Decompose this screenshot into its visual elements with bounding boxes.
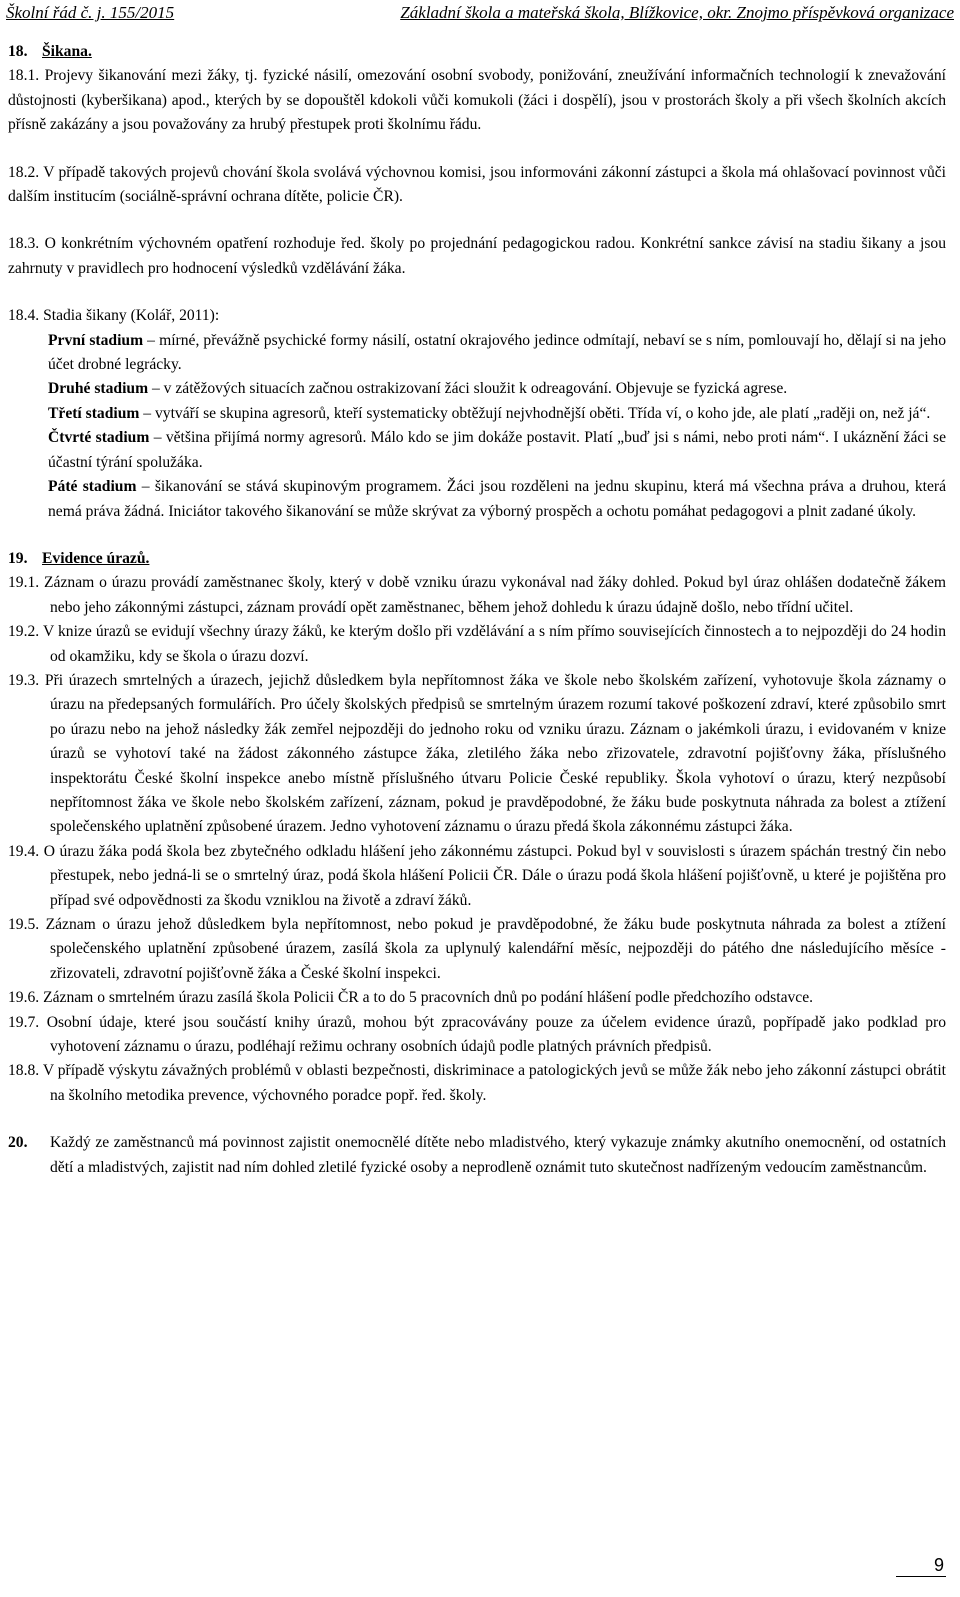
stage-name: Čtvrté stadium [48,429,150,447]
page-number-rule [896,1576,946,1577]
paragraph-19-6: 19.6. Záznam o smrtelném úrazu zasílá škola Policii ČR a to do 5 pracovních dnů po podání hlášení podle předchozího odstavce. [8,989,814,1007]
stage-name: Páté stadium [48,478,137,496]
section-18-heading [8,40,946,64]
paragraph-19-5: 19.5. Záznam o úrazu jehož důsledkem byla nepřítomnost, nebo pokud je pravděpodobné, že žáku bude poskytnuta náhrada za bolest a ztížení společenského uplatnění způsobené úrazem, zasílá škola za uplynulý kalendářní měsíc, nejpozději do pátého dne následujícího měsíce - zřizovateli, zdravotní pojišťovně žáka a České školní inspekci. [8,916,946,982]
paragraph-18-4: 18.4. Stadia šikany (Kolář, 2011): [8,307,220,325]
paragraph-18-3: 18.3. O konkrétním výchovném opatření rozhoduje řed. školy po projednání pedagogickou radou. Konkrétní sankce závisí na stadiu šikany a jsou zahrnuty v pravidlech pro hodnocení výsledků vzdělávání žáka. [8,235,946,277]
stage-name: Druhé stadium [48,380,149,398]
stage-text: – mírné, převážně psychické formy násilí, ostatní okrajového jedince odmítají, nebaví se s ním, pomlouvají ho, dělají si na jeho účet drobné legrácky. [48,331,947,374]
document-body [8,40,946,1180]
header-school-name: Základní škola a mateřská škola, Blížkovice, okr. Znojmo příspěvková organizace [400,3,954,22]
section-title: Evidence úrazů. [42,549,150,567]
stage-name: Třetí stadium [48,404,140,422]
paragraph-18-8: 18.8. V případě výskytu závažných problémů v oblasti bezpečnosti, diskriminace a patologických jevů se může žák nebo jeho zákonní zástupci obrátit na školního metodika prevence, výchovného poradce popř. řed. školy. [8,1062,946,1104]
stage-item [8,377,946,401]
paragraph-20 [8,1131,946,1180]
section-number: 18. [8,43,28,60]
stage-name: První stadium [48,331,144,349]
paragraph-20-text: Každý ze zaměstnanců má povinnost zajistit onemocnělé dítěte nebo mladistvého, který vykazuje známky akutního onemocnění, od ostatních dětí a mladistvých, zajistit nad ním dohled zletilé fyzické osoby a neprodleně oznámit tuto skutečnost nadřízeným vedoucím zaměstnancům. [50,1134,946,1176]
stage-text: – většina přijímá normy agresorů. Málo kdo se jim dokáže postavit. Platí „buď jsi s námi, nebo proti nám“. I ukáznění žáci se účastní týrání spolužáka. [48,429,946,471]
page-header [6,2,954,24]
section-19-heading [8,547,946,571]
paragraph-19-1: 19.1. Záznam o úrazu provádí zaměstnanec školy, který v době vzniku úrazu vykonával nad žáky dohled. Pokud byl úraz ohlášen dodatečně žákem nebo jeho zákonnými zástupci, záznam provádí opět zaměstnanec, během jehož dohledu k úrazu údajně došlo, nebo třídní učitel. [8,574,946,616]
paragraph-19-3: 19.3. Při úrazech smrtelných a úrazech, jejichž důsledkem byla nepřítomnost žáka ve škole nebo školském zařízení, vyhotovuje škola záznamy o úrazu na předepsaných formulářích. Pro účely školských předpisů se smrtelným úrazem rozumí takové poškození zdraví, které způsobilo smrt po úrazu nebo na jehož následky žák zemřel nejpozději do jednoho roku od vzniku úrazu. Záznam o jakémkoli úrazu, i evidovaném v knize úrazů se vyhotoví také na žádost zákonného zástupce žáka, zletilého žáka nebo zřizovatele, zdravotní pojišťovny žáka, příslušného inspektorátu České školní inspekce anebo místně příslušného útvaru Policie České republiky. Škola vyhotoví o úrazu, který nezpůsobí nepřítomnost žáka ve škole nebo školském zařízení, záznam, pokud je pravděpodobné, že žáku bude poskytnuta náhrada za bolest a ztížení společenského uplatnění způsobené úrazem. Jedno vyhotovení záznamu o úrazu předá škola zákonnému zástupci žáka. [8,671,946,836]
paragraph-19-4: 19.4. O úrazu žáka podá škola bez zbytečného odkladu hlášení jeho zákonnému zástupci. Pokud byl v souvislosti s úrazem spáchán trestný čin nebo přestupek, nebo jedná-li se o smrtelný úraz, podá škola hlášení Policii ČR. Dále o úrazu podá škola hlášení pojišťovně, u které je pojištěna pro případ své odpovědnosti za škodu vzniklou na životě a zdraví žáků. [8,842,946,909]
section-title: Šikana. [42,43,92,60]
page-number: 9 [933,1555,944,1575]
stage-item [8,426,946,475]
stage-item [8,402,946,426]
paragraph-18-2: 18.2. V případě takových projevů chování škola svolává výchovnou komisi, jsou informováni zákonní zástupci a škola má ohlašovací povinnost vůči dalším institucím (sociálně-správní ochrana dítěte, policie ČR). [8,163,946,206]
stage-item [8,329,946,378]
section-number: 19. [8,549,28,567]
header-document-id: Školní řád č. j. 155/2015 [6,3,175,22]
stage-text: – šikanování se stává skupinovým programem. Žáci jsou rozděleni na jednu skupinu, která má všechna práva a druhou, která nemá práva žádná. Iniciátor takového šikanování se může skrývat za výborný prospěch a ochotu pomáhat pedagogovi a plnit zadané úkoly. [48,478,946,520]
stage-item [8,475,946,524]
stage-text: – vytváří se skupina agresorů, kteří systematicky obtěžují nejvhodnější oběti. Třída ví, o koho jde, ale platí „raději on, než já“. [139,404,931,422]
paragraph-19-2: 19.2. V knize úrazů se evidují všechny úrazy žáků, ke kterým došlo při vzdělávání a s ním přímo souvisejících činnostech a to nejpozději do 24 hodin od okamžiku, kdy se škola o úrazu dozví. [8,623,946,665]
stage-text: – v zátěžových situacích začnou ostrakizovaní žáci sloužit k odreagování. Objevuje se fyzická agrese. [148,380,788,398]
paragraph-19-7: 19.7. Osobní údaje, které jsou součástí knihy úrazů, mohou být zpracovávány pouze za účelem evidence úrazů, popřípadě jako podklad pro vyhotovení záznamu o úrazu, podléhají režimu ochrany osobních údajů podle platných právních předpisů. [8,1013,946,1056]
section-number: 20. [8,1134,28,1152]
paragraph-18-1: 18.1. Projevy šikanování mezi žáky, tj. fyzické násilí, omezování osobní svobody, ponižování, zneužívání informačních technologií k znevažování důstojnosti (kyberšikana) apod., kterých by se dopouštěl kdokoli vůči komukoli (žáci i dospělí), jsou v prostorách školy a při všech školních akcích přísně zakázány a jsou považovány za hrubý přestupek proti školnímu řádu. [8,67,946,134]
